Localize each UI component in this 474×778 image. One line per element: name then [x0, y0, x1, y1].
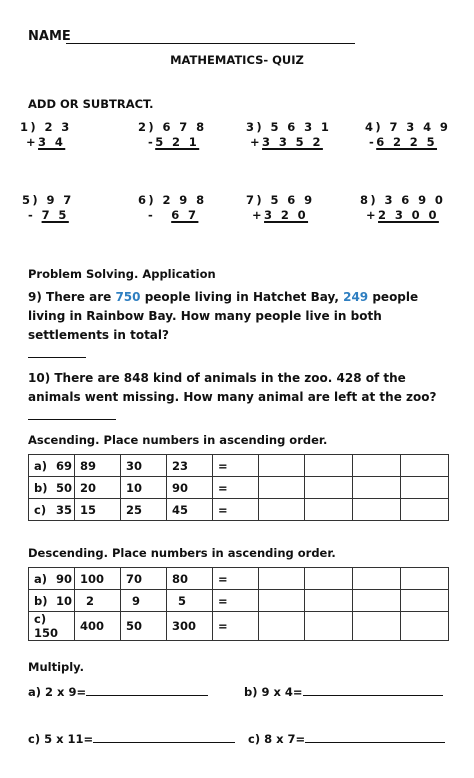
answer-cell[interactable]: [353, 590, 401, 612]
table-row: c)150 400 50 300 =: [29, 612, 449, 641]
answer-cell[interactable]: [401, 612, 449, 641]
answer-cell[interactable]: [259, 499, 305, 521]
number-249: 249: [343, 290, 369, 304]
number-750: 750: [115, 290, 141, 304]
answer-cell[interactable]: [259, 477, 305, 499]
problem-6[interactable]: 6) 2 9 8 - 6 7: [138, 193, 207, 222]
answer-cell[interactable]: [305, 590, 353, 612]
table-row: a) 90 100 70 80 =: [29, 568, 449, 590]
answer-cell[interactable]: [353, 612, 401, 641]
multiply-a: a) 2 x 9=: [28, 684, 208, 699]
answer-cell[interactable]: [353, 477, 401, 499]
answer-cell[interactable]: [353, 568, 401, 590]
ascending-table: [28, 454, 449, 521]
answer-cell[interactable]: [401, 455, 449, 477]
answer-blank[interactable]: [93, 731, 235, 743]
descending-table: [28, 567, 449, 641]
name-label: NAME: [28, 29, 71, 44]
answer-cell[interactable]: [305, 499, 353, 521]
table-row: b) 10 2 9 5 =: [29, 590, 449, 612]
table-row: b) 50 20 10 90 =: [29, 477, 449, 499]
problem-1[interactable]: 1) 2 3 +3 4: [20, 120, 72, 149]
answer-cell[interactable]: [305, 568, 353, 590]
problem-4[interactable]: 4) 7 3 4 9 -6 2 2 5: [365, 120, 451, 149]
question-9: 9) There are 750 people living in Hatchet Bay, 249 people living in Rainbow Bay. How many people live in both settlements in total?: [28, 288, 458, 364]
answer-cell[interactable]: [401, 590, 449, 612]
answer-cell[interactable]: [259, 568, 305, 590]
answer-cell[interactable]: [353, 455, 401, 477]
row-label: a) 69: [29, 455, 75, 477]
answer-blank[interactable]: [305, 731, 445, 743]
answer-cell[interactable]: [401, 477, 449, 499]
problem-8[interactable]: 8) 3 6 9 0 +2 3 0 0: [360, 193, 446, 222]
answer-cell[interactable]: [401, 499, 449, 521]
answer-blank[interactable]: [303, 684, 443, 696]
problem-2[interactable]: 2) 6 7 8 -5 2 1: [138, 120, 207, 149]
answer-cell[interactable]: [305, 477, 353, 499]
answer-cell[interactable]: [305, 455, 353, 477]
table-row: c) 35 15 25 45 =: [29, 499, 449, 521]
problem-5[interactable]: 5) 9 7 - 7 5: [22, 193, 74, 222]
question-10: 10) There are 848 kind of animals in the zoo. 428 of the animals went missing. How many animal are left at the zoo?: [28, 369, 458, 426]
multiply-b: b) 9 x 4=: [244, 684, 443, 699]
descending-heading: Descending. Place numbers in ascending order.: [28, 546, 336, 560]
add-subtract-heading: ADD OR SUBTRACT.: [28, 97, 154, 111]
answer-10-blank[interactable]: [28, 407, 116, 420]
quiz-title: MATHEMATICS- QUIZ: [170, 53, 304, 67]
name-blank[interactable]: [66, 43, 355, 44]
answer-cell[interactable]: [305, 612, 353, 641]
multiply-c: c) 5 x 11=: [28, 731, 235, 746]
problem-7[interactable]: 7) 5 6 9 +3 2 0: [246, 193, 315, 222]
answer-cell[interactable]: [259, 612, 305, 641]
answer-blank[interactable]: [86, 684, 208, 696]
ascending-heading: Ascending. Place numbers in ascending order.: [28, 433, 328, 447]
multiply-d: c) 8 x 7=: [248, 731, 445, 746]
answer-cell[interactable]: [353, 499, 401, 521]
answer-9-blank[interactable]: [28, 345, 86, 358]
answer-cell[interactable]: [401, 568, 449, 590]
problem-solving-heading: Problem Solving. Application: [28, 267, 216, 281]
multiply-heading: Multiply.: [28, 660, 84, 674]
table-row: a) 69 89 30 23 =: [29, 455, 449, 477]
answer-cell[interactable]: [259, 590, 305, 612]
problem-3[interactable]: 3) 5 6 3 1 +3 3 5 2: [246, 120, 332, 149]
answer-cell[interactable]: [259, 455, 305, 477]
